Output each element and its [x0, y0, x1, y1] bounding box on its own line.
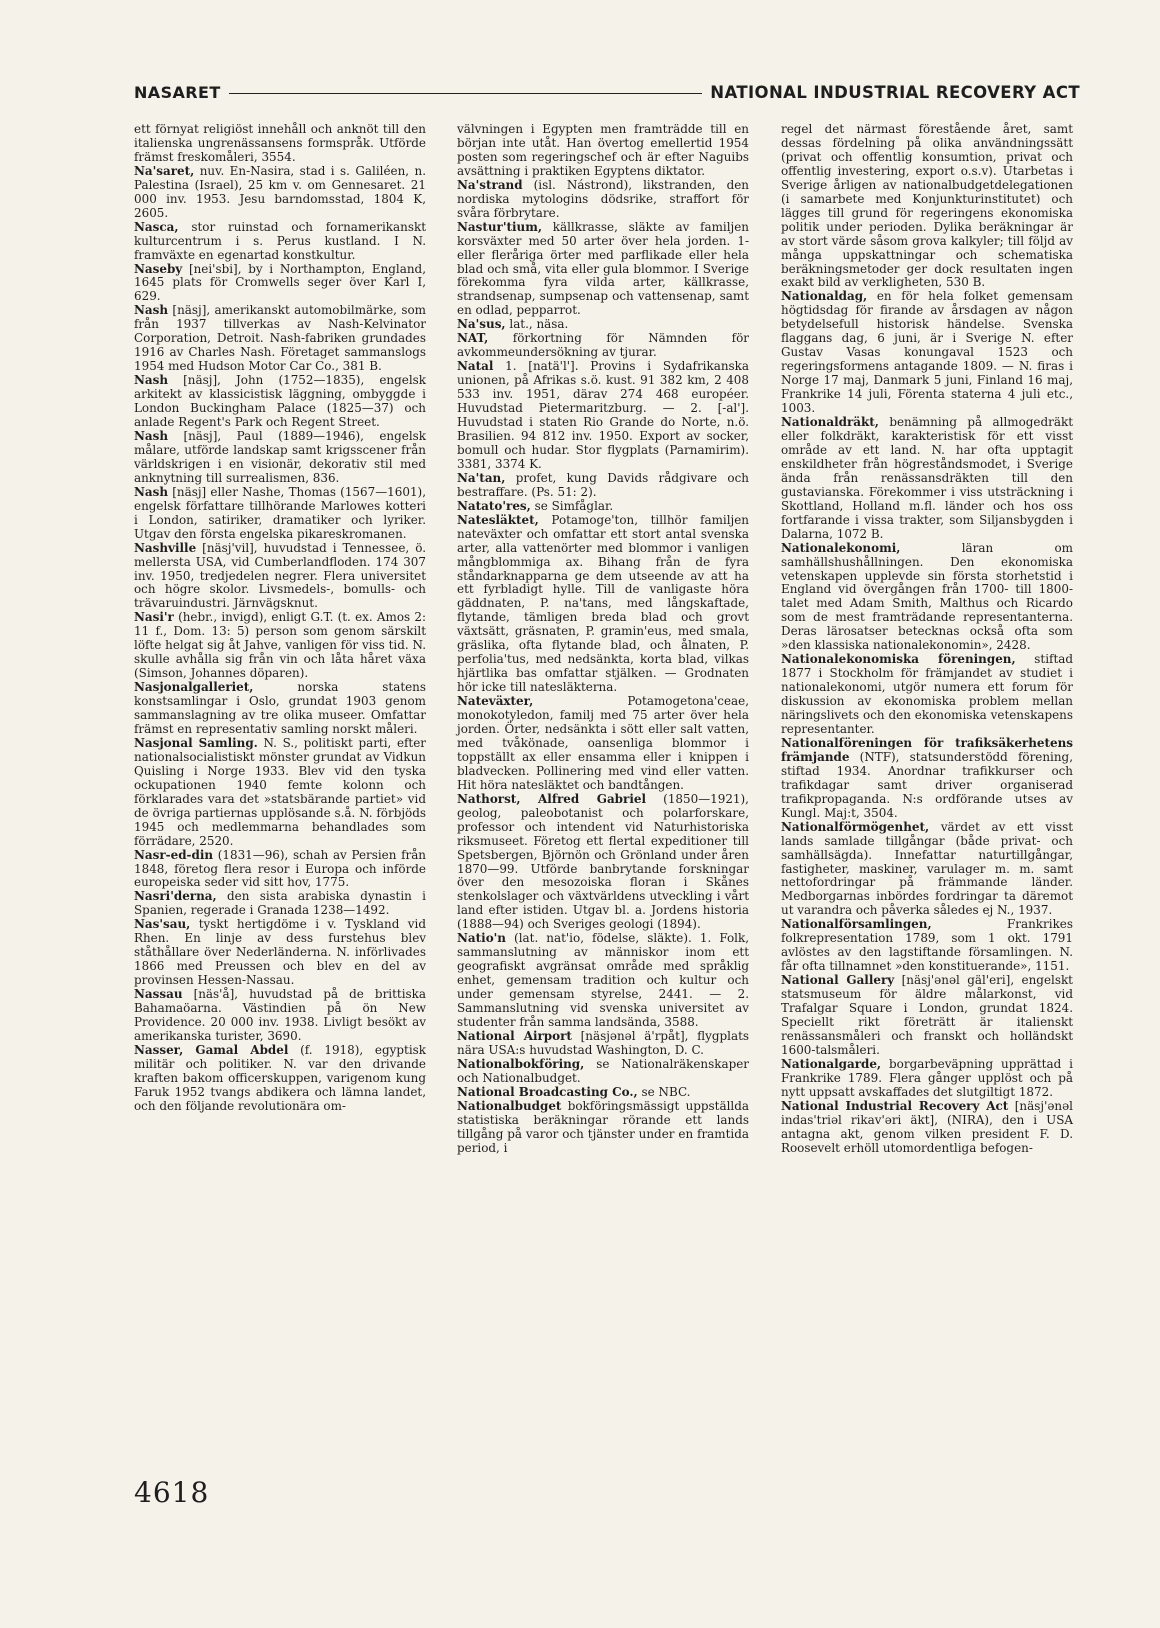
entry-headword: Nasca, — [134, 219, 179, 234]
entry-headword: NAT, — [457, 331, 489, 346]
entry-headword: Nashville — [134, 540, 197, 555]
entry-text: [näsj], amerikanskt automobilmärke, som från 1937 tillverkas av Nash-Kelvinator Corporation, Detroit. Nash-fabriken grundades 1916 av Charles Nash. Företaget sammanslogs 1954 med Hudson Motor Car Co., 381 B. — [134, 303, 426, 374]
dictionary-entry — [781, 737, 1073, 821]
dictionary-entry — [457, 318, 749, 332]
dictionary-entry — [457, 514, 749, 695]
dictionary-entry — [457, 695, 749, 793]
entry-headword: Nastur'tium, — [457, 219, 543, 234]
entry-headword: Nash — [134, 484, 169, 499]
dictionary-entry — [134, 304, 426, 374]
entry-headword: Na'saret, — [134, 163, 195, 178]
entry-text: regel det närmast förestående året, samt dessas fördelning på olika användningssätt (privat och offentlig konsumtion, privat och offentlig investering, export o.s.v). Utarbetas i Sverige årligen av nationalbudgetdelegationen (i samarbete med Konjunkturinstitutet) och lägges till grund för regeringens ekonomiska politik under perioden. Dylika beräkningar är av stort värde såsom grova kalkyler; till följd av många uppskattningar och schematiska beräkningsmetoder ger dock resultaten ingen exakt bild av verkligheten, 530 B. — [781, 122, 1073, 290]
entry-text: (NTF), statsunderstödd förening, stiftad 1934. Anordnar trafikkurser och trafikdagar samt driver organiserad trafikpropaganda. N:s ordförande utses av Kungl. Maj:t, 3504. — [781, 749, 1073, 820]
entry-text: se Simfåglar. — [530, 498, 614, 513]
entry-headword: Nationalgarde, — [781, 1056, 882, 1071]
entry-text: (1831—96), schah av Persien från 1848, företog flera resor i Europa och införde europeiska seder vid sitt hov, 1775. — [134, 847, 426, 890]
entry-text: ett förnyat religiöst innehåll och anknöt till den italienska ungrenässansens formspråk. Utförde främst freskomåleri, 3554. — [134, 122, 426, 164]
entry-text: (isl. Nástrond), likstranden, den nordiska mytologins dödsrike, straffort för svåra förbrytare. — [457, 177, 749, 220]
entry-text: (f. 1918), egyptisk militär och politiker. N. var den drivande kraften bakom officerskuppen, varigenom kung Faruk 1952 tvangs abdikera och lämna landet, och den följande revolutionära om- — [134, 1042, 426, 1113]
entry-text: se Nationalräkenskaper och Nationalbudget. — [457, 1056, 749, 1085]
dictionary-entry — [457, 1086, 749, 1100]
entry-text: Potamogetona'ceae, monokotyledon, familj med 75 arter över hela jorden. Örter, nedsänkta i sött eller salt vatten, med tvåkönade, oansenliga blommor i toppställt ax eller ensamma eller i knippen i bladvecken. Pollinering med vind eller vatten. Hit höra natesläktet och bandtången. — [457, 694, 749, 792]
dictionary-entry — [134, 263, 426, 305]
entry-headword: Nas'sau, — [134, 917, 191, 932]
entry-headword: Nationalekonomi, — [781, 540, 901, 555]
text-column-2 — [457, 123, 749, 1156]
entry-text: Potamoge'ton, tillhör familjen nateväxter och omfattar ett stort antal svenska arter, alla vattenörter med blommor i vanligen mångblommiga ax. Bihang från de fyra ståndarknapparna ge dem utseende av att ha ett fyrbladigt hylle. Till de vanligaste höra gäddnaten, P. na'tans, med långskaftade, flytande, tämligen breda blad och grovt växtsätt, gräsnaten, P. gramin'eus, med smala, gräslika, ofta flytande blad, och ålnaten, P. perfolia'tus, med nedsänkta, korta blad, vilkas hjärtlika bas omfattar stjälken. — Grodnaten hör icke till natesläkterna. — [457, 512, 749, 695]
dictionary-entry — [134, 918, 426, 988]
dictionary-entry — [781, 918, 1073, 974]
dictionary-entry — [457, 793, 749, 933]
dictionary-entry — [781, 1100, 1073, 1156]
dictionary-entry — [457, 932, 749, 1030]
entry-text: [nei'sbi], by i Northampton, England, 1645 plats för Cromwells seger över Karl I, 629. — [134, 261, 426, 304]
entry-text: [näsj'ənəl indas'triəl rikav'əri äkt], (NIRA), den i USA antagna akt, genom vilken president F. D. Roosevelt erhöll utomordentliga befogen- — [781, 1098, 1073, 1155]
dictionary-entry — [457, 1030, 749, 1058]
entry-text: [näsj], John (1752—1835), engelsk arkitekt av klassicistisk läggning, ombyggde i London Buckingham Palace (1825—37) och anlade Regent's Park och Regent Street. — [134, 373, 426, 430]
dictionary-entry — [134, 430, 426, 486]
entry-text: (lat. nat'io, födelse, släkte). 1. Folk, sammanslutning av människor inom ett geografiskt avgränsat område med språklig enhet, gemensam tradition och kultur och under gemensam styrelse, 2441. — 2. Sammanslutning vid svenska universitet av studenter från samma landsända, 3588. — [457, 931, 749, 1029]
dictionary-entry — [134, 611, 426, 681]
entry-headword: Nationalekonomiska föreningen, — [781, 652, 1016, 667]
entry-headword: Nathorst, Alfred Gabriel — [457, 791, 646, 806]
dictionary-entry — [781, 653, 1073, 737]
text-column-3 — [781, 123, 1073, 1156]
dictionary-entry — [134, 1044, 426, 1114]
entry-headword: Natato'res, — [457, 498, 531, 513]
header-rule — [229, 93, 703, 94]
entry-text: förkortning för Nämnden för avkommeundersökning av tjurar. — [457, 331, 749, 360]
entry-text: norska statens konstsamlingar i Oslo, grundat 1903 genom sammanslagning av tre olika museer. Omfattar främst en representativ samling norskt måleri. — [134, 680, 426, 736]
entry-text: [näs'å], huvudstad på de brittiska Bahamaöarna. Västindien på ön New Providence. 20 000 inv. 1938. Livligt besökt av amerikanska turister, 3690. — [134, 987, 426, 1043]
entry-text: [näsj] eller Nashe, Thomas (1567—1601), engelsk författare tillhörande Marlowes kotteri i London, satiriker, dramatiker och lyriker. Utgav den första engelska pikareskromanen. — [134, 484, 426, 541]
entry-text: [näsj], Paul (1889—1946), engelsk målare, utförde landskap samt krigsscener från världskrigen i en visionär, dekorativ stil med anknytning till surrealismen, 836. — [134, 428, 426, 485]
entry-headword: Nationaldag, — [781, 289, 868, 304]
entry-text: N. S., politiskt parti, efter nationalsocialistiskt mönster grundat av Vidkun Quisling i Norge 1933. Blev vid den tyska ockupationen 1940 femte kolonn och förklarades vara det »statsbärande partiet» vid de övriga partiernas upplösande s.å. N. förbjöds 1945 och medlemmarna behandlades som förrädare, 2520. — [134, 735, 427, 848]
dictionary-entry — [457, 472, 749, 500]
dictionary-entry — [134, 123, 426, 165]
entry-text: nuv. En-Nasira, stad i s. Galiléen, n. Palestina (Israel), 25 km v. om Gennesaret. 21 000 inv. 1953. Jesu barndomsstad, 1804 K, 2605. — [134, 163, 426, 220]
entry-headword: National Airport — [457, 1028, 572, 1043]
entry-headword: Natal — [457, 359, 494, 374]
dictionary-entry — [134, 374, 426, 430]
dictionary-entry — [134, 681, 426, 737]
entry-text: (1850—1921), geolog, paleobotanist och polarforskare, professor och intendent vid Naturhistoriska riksmuseet. Företog ett flertal expeditioner till Spetsbergen, Björnön och Grönland under åren 1870—99. Utförde banbrytande forskningar över den mesozoiska floran i Skånes stenkolslager och växtvärldens utveckling i vårt land efter istiden. Utgav bl. a. Jordens historia (1888—94) och Sveriges geologi (1894). — [457, 791, 749, 932]
entry-text: en för hela folket gemensam högtidsdag för firande av årsdagen av någon betydelsefull historisk händelse. Svenska flaggans dag, 6 juni, är i Sverige N. efter Gustav Vasas konungaval 1523 och regeringsformens antagande 1809. — N. firas i Norge 17 maj, Danmark 5 juni, Finland 16 maj, Frankrike 14 juli, Förenta staterna 4 juli etc., 1003. — [781, 289, 1073, 416]
dictionary-entry — [134, 890, 426, 918]
entry-text: bokföringsmässigt uppställda statistiska beräkningar rörande ett lands tillgång på varor och tjänster under en framtida period, i — [457, 1098, 749, 1155]
dictionary-entry — [134, 849, 426, 891]
entry-text: Frankrikes folkrepresentation 1789, som 1 okt. 1791 avlöstes av den lagstiftande församlingen. N. får ofta tillnamnet »den konstituerande», 1151. — [781, 917, 1073, 974]
dictionary-entry — [781, 123, 1073, 290]
entry-text: tyskt hertigdöme i v. Tyskland vid Rhen. En linje av dess furstehus blev ståthållare över Nederländerna. N. införlivades 1866 med Preussen och blev en del av provinsen Hessen-Nassau. — [134, 917, 426, 988]
entry-headword: Na'strand — [457, 177, 523, 192]
entry-headword: Nationalbokföring, — [457, 1056, 585, 1071]
entry-headword: Nasser, Gamal Abdel — [134, 1042, 289, 1057]
entry-text: se NBC. — [637, 1084, 691, 1099]
entry-headword: Nasri'derna, — [134, 889, 217, 904]
entry-headword: Nationalbudget — [457, 1098, 562, 1113]
dictionary-entry — [134, 737, 426, 849]
dictionary-entry — [781, 416, 1073, 542]
dictionary-entry — [457, 1058, 749, 1086]
entry-text: 1. [natä'l']. Provins i Sydafrikanska unionen, på Afrikas s.ö. kust. 91 382 km, 2 408 533 inv. 1951, därav 274 468 européer. Huvudstad Pietermaritzburg. — 2. [-al']. Huvudstad i staten Rio Grande do Norte, n.ö. Brasilien. 94 812 inv. 1950. Export av socker, bomull och hudar. Stor flygplats (Parnamirim). 3381, 3374 K. — [457, 359, 749, 471]
dictionary-entry — [457, 1100, 749, 1156]
running-header — [134, 78, 1080, 106]
entry-text: (hebr., invigd), enligt G.T. (t. ex. Amos 2: 11 f., Dom. 13: 5) person som genom särskilt löfte helgat sig åt Jahve, vanligen för viss tid. N. skulle avhålla sig från vin och låta håret växa (Simson, Johannes döparen). — [134, 610, 426, 681]
dictionary-entry — [781, 974, 1073, 1058]
dictionary-entry — [781, 1058, 1073, 1100]
entry-text: borgarbeväpning upprättad i Frankrike 1789. Flera gånger upplöst och på nytt uppsatt avskaffades det slutgiltigt 1872. — [781, 1056, 1073, 1099]
entry-text: källkrasse, släkte av familjen korsväxter med 50 arter över hela jorden. 1- eller fleråriga örter med parflikade eller hela blad och små, vita eller gula blommor. I Sverige förekomma fyra vilda arter, källkrasse, strandsenap, sumpsenap och vattensenap, samt en odlad, pepparrot. — [457, 219, 749, 318]
entry-headword: National Industrial Recovery Act — [781, 1098, 1009, 1113]
entry-headword: Naseby — [134, 261, 183, 276]
entry-headword: Nash — [134, 373, 169, 388]
entry-text: profet, kung Davids rådgivare och bestraffare. (Ps. 51: 2). — [457, 470, 749, 499]
entry-headword: Nasi'r — [134, 610, 174, 625]
entry-headword: Na'sus, — [457, 317, 506, 332]
dictionary-entry — [457, 500, 749, 514]
entry-headword: National Broadcasting Co., — [457, 1084, 638, 1099]
text-column-1 — [134, 123, 426, 1114]
entry-headword: Na'tan, — [457, 470, 506, 485]
entry-headword: Nationalförsamlingen, — [781, 917, 932, 932]
entry-headword: Natio'n — [457, 931, 506, 946]
entry-text: läran om samhällshushållningen. Den ekonomiska vetenskapen upplevde sin första storhetstid i England vid övergången från 1700- till 1800-talet med Adam Smith, Malthus och Ricardo som de mest framträdande representanterna. Deras lärosatser betecknas också ofta som »den klassiska nationalekonomin», 2428. — [781, 540, 1073, 653]
dictionary-entry — [134, 988, 426, 1044]
entry-text: lat., näsa. — [505, 317, 569, 332]
entry-text: benämning på allmogedräkt eller folkdräkt, karakteristisk för ett visst område av ett land. N. har ofta upptagit enskildheter från högreståndsmodet, i Sverige ända från renässansdräkten till den gustavianska. Förekommer i viss utsträckning i Skottland, Holland m.fl. länder och hos oss fortfarande i vissa trakter, som Siljansbygden i Dalarna, 1072 B. — [781, 415, 1073, 541]
dictionary-entry — [781, 821, 1073, 919]
entry-text: stor ruinstad och fornamerikanskt kulturcentrum i s. Perus kustland. I N. framväxte en egenartad konstkultur. — [134, 219, 426, 262]
dictionary-entry — [781, 542, 1073, 654]
header-right-guideword: NATIONAL INDUSTRIAL RECOVERY ACT — [710, 82, 1080, 102]
dictionary-entry — [134, 221, 426, 263]
entry-headword: Natesläktet, — [457, 512, 539, 527]
entry-headword: Nationaldräkt, — [781, 415, 879, 430]
dictionary-entry — [457, 179, 749, 221]
entry-headword: Nasjonalgalleriet, — [134, 680, 254, 695]
entry-text: välvningen i Egypten men framträdde till en början inte utåt. Han övertog emellertid 1954 posten som regeringschef och är efter Naguibs avsättning i praktiken Egyptens diktator. — [457, 122, 749, 178]
entry-text: värdet av ett visst lands samlade tillgångar (både privat- och samhällsägda). Innefattar naturtillgångar, fastigheter, maskiner, varulager m. m. samt nettofordringar på främmande länder. Medborgarnas inbördes fordringar ta däremot ut varandra och påverka således ej N., 1937. — [781, 819, 1073, 918]
dictionary-entry — [457, 221, 749, 319]
header-left-guideword: NASARET — [134, 82, 221, 102]
dictionary-entry — [457, 332, 749, 360]
entry-text: [näsj'ənəl gäl'eri], engelskt statsmuseum för äldre målarkonst, vid Trafalgar Square i London, grundat 1824. Speciellt rikt företrätt är italienskt renässansmåleri och franskt och holländskt 1600-talsmåleri. — [781, 973, 1073, 1057]
entry-text: stiftad 1877 i Stockholm för främjandet av studiet i nationalekonomi, utgör numera ett forum för diskussion av ekonomiska problem mellan näringslivets och den ekonomiska vetenskapens representanter. — [781, 652, 1074, 736]
entry-headword: National Gallery — [781, 973, 895, 988]
entry-text: den sista arabiska dynastin i Spanien, regerade i Granada 1238—1492. — [134, 889, 426, 918]
dictionary-entry — [457, 123, 749, 179]
entry-headword: Nateväxter, — [457, 694, 534, 709]
entry-text: [näsj'vil], huvudstad i Tennessee, ö. mellersta USA, vid Cumberlandfloden. 174 307 inv. 1950, tredjedelen negrer. Flera universitet och högre skolor. Livsmedels-, bomulls- och trävaruindustri. Järnvägsknut. — [134, 540, 426, 611]
entry-headword: Nassau — [134, 987, 183, 1002]
dictionary-entry — [134, 165, 426, 221]
dictionary-entry — [457, 360, 749, 472]
page-number: 4618 — [134, 1476, 210, 1509]
dictionary-entry — [134, 542, 426, 612]
entry-text: [näsjənəl ä'rpåt], flygplats nära USA:s huvudstad Washington, D. C. — [457, 1028, 749, 1057]
entry-headword: Nationalföreningen för trafiksäkerhetens främjande — [781, 735, 1073, 764]
entry-headword: Nationalförmögenhet, — [781, 819, 930, 834]
dictionary-entry — [781, 290, 1073, 416]
dictionary-entry — [134, 486, 426, 542]
entry-headword: Nash — [134, 428, 169, 443]
entry-headword: Nash — [134, 303, 169, 318]
entry-headword: Nasjonal Samling. — [134, 735, 258, 750]
entry-headword: Nasr-ed-din — [134, 847, 214, 862]
